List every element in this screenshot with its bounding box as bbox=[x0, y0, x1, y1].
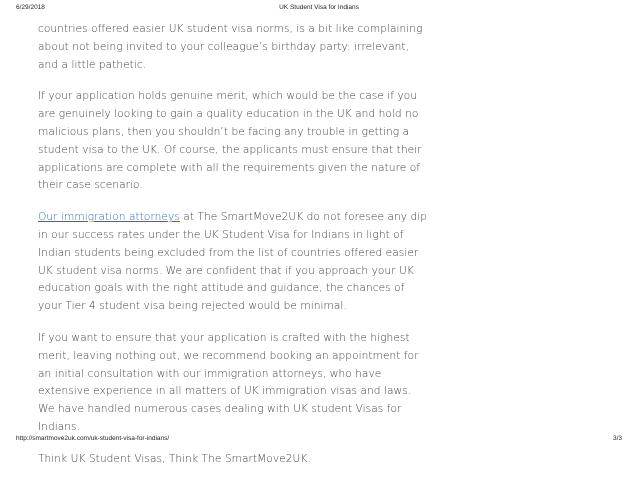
print-url: http://smartmove2uk.com/uk-student-visa-for-indians/ bbox=[16, 435, 170, 442]
print-date: 6/29/2018 bbox=[16, 4, 45, 11]
article-paragraph-2: If your application holds genuine merit, which would be the case if you are genuinely looking to gain a quality education in the UK and hold no malicious plans, then you shouldn’t be facing any trouble in getting a student visa to the UK. Of course, the applicants must ensure that their applications are complete with all the requirements given the nature of their case scenario. bbox=[38, 90, 422, 192]
article-paragraph-1: countries offered easier UK student visa norms, is a bit like complaining about not being invited to your colleague’s birthday party: irrelevant, and a little pathetic. bbox=[38, 23, 423, 71]
article-paragraph-3 bbox=[38, 209, 428, 316]
print-footer bbox=[0, 435, 638, 447]
article-paragraph-3-text: at The SmartMove2UK do not foresee any dip in our success rates under the UK Student Visa for Indians in light of Indian students being excluded from the list of countries offered easier UK student visa norms. We are confident that if you approach your UK education goals with the right attitude and guidance, the chances of your Tier 4 student visa being rejected would be minimal. bbox=[38, 211, 428, 313]
print-header bbox=[0, 0, 638, 14]
page-number: 3/3 bbox=[612, 435, 622, 442]
article-paragraph-5: Think UK Student Visas, Think The SmartMove2UK. bbox=[38, 452, 311, 465]
print-page-title: UK Student Visa for Indians bbox=[279, 4, 359, 11]
article-paragraph-4: If you want to ensure that your application is crafted with the highest merit, leaving nothing out, we recommend booking an appointment for an initial consultation with our immigration attorneys, who have extensive experience in all matters of UK immigration visas and laws. We have handled numerous cases dealing with UK student Visas for Indians. bbox=[38, 331, 419, 433]
article-body bbox=[38, 21, 428, 483]
immigration-attorneys-link[interactable]: Our immigration attorneys bbox=[38, 211, 180, 224]
